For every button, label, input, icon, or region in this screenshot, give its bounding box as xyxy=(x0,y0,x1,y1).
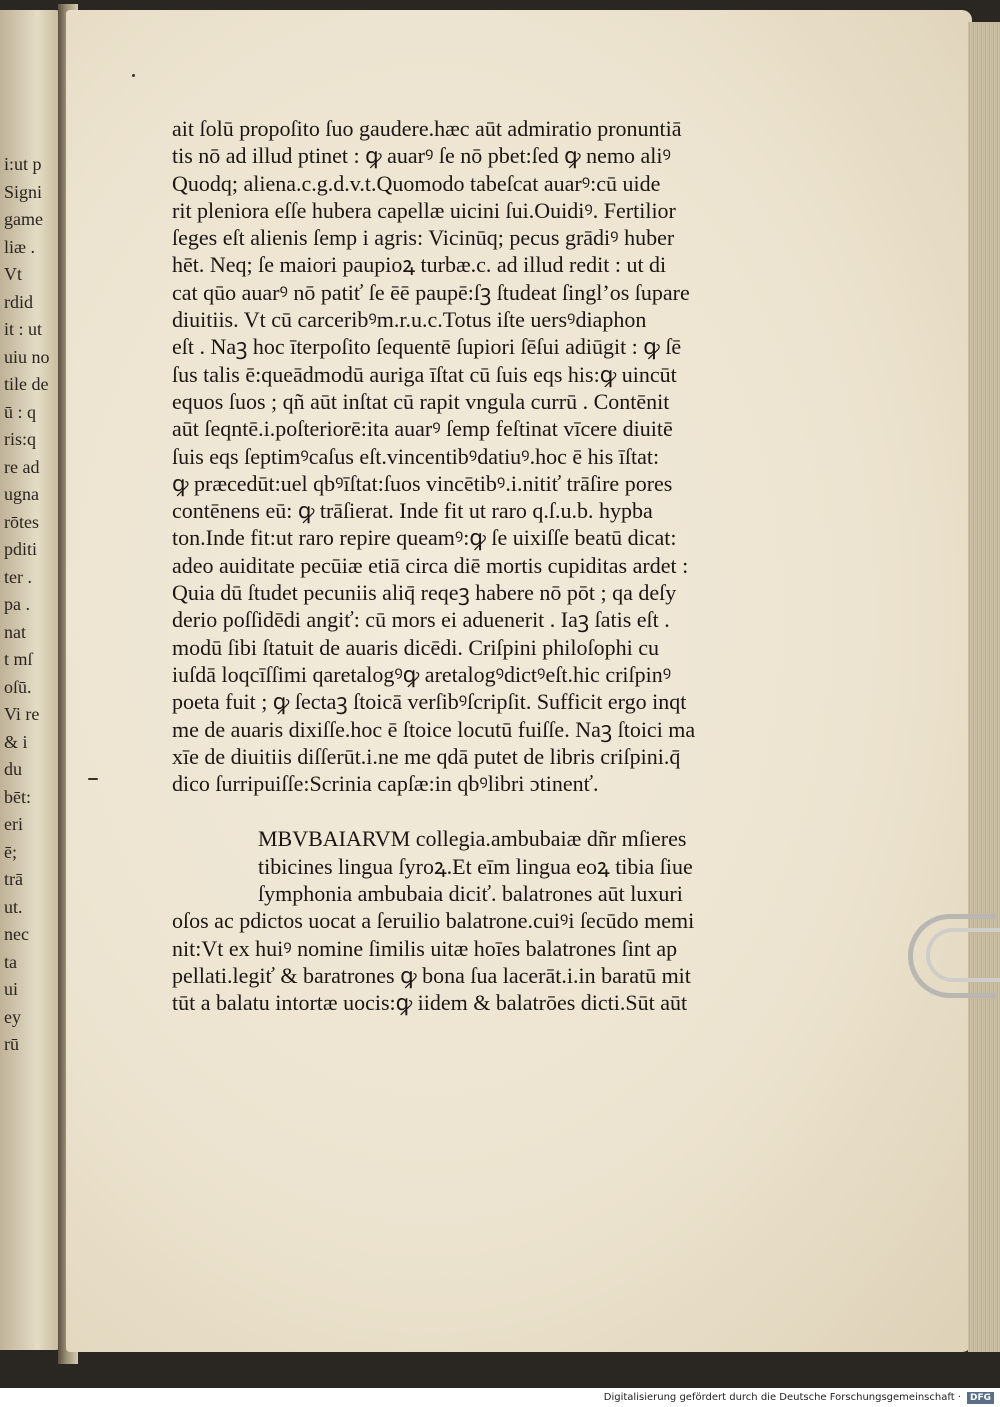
text-line: derio poſſidēdi angiť: cū mors ei aduenerit . Iaꝫ ſatis eſt . xyxy=(172,607,670,633)
left-page-fragment: liæ . xyxy=(4,236,36,257)
paperclip-inner-loop xyxy=(926,928,1000,982)
left-page-fragment: ter . xyxy=(4,566,32,587)
left-page-fragment: it : ut xyxy=(4,319,43,339)
paragraph-commentary-2 xyxy=(172,825,772,1016)
text-line: cat qūo auarꝰ nō patiť ſe ēē paupē:ſꝫ ſtudeat ſingl’os ſupare xyxy=(172,279,690,305)
text-line: me de auaris dixiſſe.hoc ē ſtoice locutū fuiſſe. Naꝫ ſtoici ma xyxy=(172,716,696,742)
text-line: ꝙ præcedūt:uel qbꝰīſtat:ſuos vincētibꝰ.i.nitiť trāſire pores xyxy=(172,470,673,496)
left-page-fragment: ui xyxy=(4,979,19,999)
left-page-fragment: nec xyxy=(4,924,29,944)
text-line: pellati.legiť & baratrones ꝙ bona ſua lacerāt.i.in baratū mit xyxy=(172,962,691,988)
left-page-fragment: ē; xyxy=(4,841,17,862)
text-line: rit pleniora eſſe hubera capellæ uicini ſui.Ouidiꝰ. Fertilior xyxy=(172,197,676,223)
left-page-fragment: pa . xyxy=(4,594,30,614)
text-line: contēnens eū: ꝙ trāſierat. Inde fit ut raro q.ſ.u.b. hypba xyxy=(172,498,653,524)
left-page-fragment: du xyxy=(4,759,22,779)
text-line: eſt . Naꝫ hoc īterpoſito ſequentē ſupiori ſēſui adiūgit : ꝙ ſē xyxy=(172,334,682,360)
left-page-fragment: ris:q xyxy=(4,429,37,449)
text-line: Quodq; aliena.c.g.d.v.t.Quomodo tabeſcat auarꝰ:cū uide xyxy=(172,170,661,196)
text-line: dico ſurripuiſſe:Scrinia capſæ:in qbꝰlibri ɔtinenť. xyxy=(172,771,599,797)
text-line: equos ſuos ; qñ aūt inſtat cū rapit vngula currū . Contēnit xyxy=(172,388,670,414)
text-line: adeo auiditate pecūiæ etiā circa diē mortis cupiditas ardet : xyxy=(172,552,689,578)
footer-credit: Digitalisierung gefördert durch die Deutsche Forschungsgemeinschaft · xyxy=(603,1392,961,1403)
text-line: Quia dū ſtudet pecuniis aliq̄ reqeꝫ habere nō pōt ; qa deſy xyxy=(172,580,677,606)
text-line: diuitiis. Vt cū carceribꝰm.r.u.c.Totus iſte uersꝰdiaphon xyxy=(172,307,647,333)
left-page-fragment: nat xyxy=(4,621,26,642)
dfg-logo-icon: DFG xyxy=(967,1392,994,1404)
left-page-fragment: eri xyxy=(4,814,23,834)
text-line: MBVBAIARVM collegia.ambubaiæ dñr mſieres xyxy=(258,826,687,852)
left-page-fragment: & i xyxy=(4,731,28,752)
text-line: ſuis eqs ſeptimꝰcaſus eſt.vincentibꝰdatiuꝰ.hoc ē his īſtat: xyxy=(172,443,660,469)
ink-speck xyxy=(132,74,135,77)
text-line: modū ſibi ſtatuit de auaris dicēdi. Criſpini philoſophi cu xyxy=(172,634,659,660)
left-page-fragment: t mſ xyxy=(4,649,33,669)
left-page-fragment: ey xyxy=(4,1006,21,1027)
left-page-fragment: oſū. xyxy=(4,676,32,697)
left-page-fragment: rōtes xyxy=(4,511,39,532)
text-line: poeta fuit ; ꝙ ſectaꝫ ſtoicā verſibꝰſcripſit. Sufficit ergo inqt xyxy=(172,689,687,715)
text-line: xīe de diuitiis diſſerūt.i.ne me qdā putet de libris criſpini.q̄ xyxy=(172,743,681,769)
left-page-fragment: ut. xyxy=(4,896,23,917)
left-page-fragment: game xyxy=(4,209,43,229)
left-page-fragment: ū : q xyxy=(4,401,37,422)
left-page-fragment: Signi xyxy=(4,181,43,202)
left-page-fragment: ugna xyxy=(4,484,39,504)
left-page-fragment: Vt xyxy=(4,264,22,284)
left-page-fragment: rū xyxy=(4,1034,19,1054)
page-edges xyxy=(968,22,1000,1352)
text-line: tūt a balatu intortæ uocis:ꝙ iidem & balatrōes dicti.Sūt aūt xyxy=(172,990,688,1016)
text-line: ait ſolū propoſito ſuo gaudere.hæc aūt admiratio pronuntiā xyxy=(172,116,682,141)
text-line: tis nō ad illud ptinet : ꝙ auarꝰ ſe nō pbet:ſed ꝙ nemo aliꝰ xyxy=(172,143,671,169)
left-page-fragment: pditi xyxy=(4,539,38,559)
text-line: ſus talis ē:queādmodū auriga īſtat cū ſuis eqs his:ꝙ uincūt xyxy=(172,361,677,387)
text-line: hēt. Neq; ſe maiori paupioꝝ turbæ.c. ad illud redit : ut di xyxy=(172,252,667,278)
left-page-fragment: i:ut p xyxy=(4,154,42,174)
left-page-fragment: bēt: xyxy=(4,786,31,807)
paragraph-commentary-1 xyxy=(172,115,772,797)
text-line: iuſdā loqcīſſimi qaretalogꝰꝙ aretalogꝰdictꝰeſt.hic criſpinꝰ xyxy=(172,661,672,687)
text-line: ſymphonia ambubaia diciť. balatrones aūt luxuri xyxy=(258,881,683,907)
text-line: oſos ac pdictos uocat a ſeruilio balatrone.cuiꝰi ſecūdo memi xyxy=(172,908,695,934)
left-page-fragment: rdid xyxy=(4,291,33,312)
left-page-fragment: ta xyxy=(4,951,17,972)
left-page-fragment: trā xyxy=(4,869,23,889)
left-page-fragment: tile de xyxy=(4,374,49,394)
text-line: ſeges eſt alienis ſemp i agris: Vicinūq; pecus grādiꝰ huber xyxy=(172,225,675,251)
left-page-fragment: uiu no xyxy=(4,346,50,367)
text-line: aūt ſeqntē.i.poſteriorē:ita auarꝰ ſemp feſtinat vīcere diuitē xyxy=(172,416,673,442)
text-line: tibicines lingua ſyroꝝ.Et eīm lingua eoꝝ tibia ſiue xyxy=(258,853,693,879)
left-page-fragment: re ad xyxy=(4,456,40,477)
ink-mark xyxy=(88,778,98,780)
text-line: nit:Vt ex huiꝰ nomine ſimilis uitæ hoīes balatrones ſint ap xyxy=(172,935,678,961)
left-page-fragment: Vi re xyxy=(4,704,40,724)
main-text-block xyxy=(172,115,772,1017)
text-line: ton.Inde fit:ut raro repire queamꝰ:ꝙ ſe uixiſſe beatū dicat: xyxy=(172,525,677,551)
footer-bar xyxy=(0,1388,1000,1407)
